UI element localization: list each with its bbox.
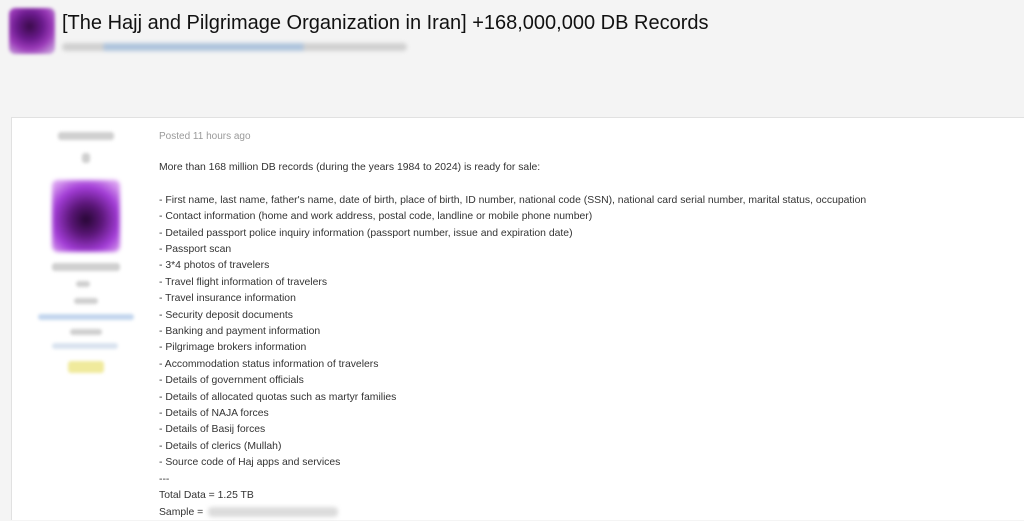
redacted-sample-link[interactable] (208, 507, 338, 517)
redacted-user-rank (76, 281, 90, 287)
list-item: - Source code of Haj apps and services (159, 457, 341, 469)
redacted-badge (82, 153, 90, 163)
page-header (0, 0, 1024, 118)
list-item: - Detailed passport police inquiry information (passport number, issue and expiration date) (159, 227, 573, 239)
redacted-joined-label (70, 329, 102, 335)
redacted-posts-label (74, 298, 98, 304)
list-item: - Travel flight information of travelers (159, 276, 328, 288)
list-item: - Travel insurance information (159, 293, 296, 305)
redacted-username (58, 132, 114, 140)
post-body (159, 160, 1009, 521)
list-item: - Details of government officials (159, 375, 304, 387)
post-card (11, 117, 1024, 520)
sample-line (159, 505, 1009, 521)
redacted-breadcrumb (62, 43, 407, 51)
user-info-column (12, 118, 162, 520)
post-intro: More than 168 million DB records (during the years 1984 to 2024) is ready for sale: (159, 162, 541, 173)
list-item: - First name, last name, father's name, date of birth, place of birth, ID number, national code (SSN), national card serial number, marital status, occupation (159, 194, 867, 206)
author-avatar[interactable] (9, 8, 55, 54)
redacted-status-badge (68, 361, 104, 373)
list-item: - Details of NAJA forces (159, 408, 269, 420)
total-data-line: Total Data = 1.25 TB (159, 490, 254, 502)
post-timestamp: Posted 11 hours ago (159, 131, 251, 142)
user-avatar[interactable] (52, 180, 120, 252)
separator-line: --- (159, 473, 170, 485)
list-item: - Banking and payment information (159, 326, 321, 338)
sample-label: Sample = (159, 506, 204, 518)
list-item: - Pilgrimage brokers information (159, 342, 307, 354)
list-item: - Details of allocated quotas such as martyr families (159, 391, 397, 403)
list-item: - Passport scan (159, 244, 232, 256)
redacted-reputation (52, 343, 118, 349)
redacted-profile-link[interactable] (38, 314, 134, 320)
list-item: - Details of clerics (Mullah) (159, 440, 282, 452)
redacted-user-title (52, 263, 120, 271)
page-title: [The Hajj and Pilgrimage Organization in Iran] +168,000,000 DB Records (62, 12, 709, 34)
list-item: - Accommodation status information of travelers (159, 358, 379, 370)
list-item: - Details of Basij forces (159, 424, 266, 436)
list-item: - Security deposit documents (159, 309, 293, 321)
list-item: - 3*4 photos of travelers (159, 260, 270, 272)
list-item: - Contact information (home and work address, postal code, landline or mobile phone number) (159, 211, 593, 223)
